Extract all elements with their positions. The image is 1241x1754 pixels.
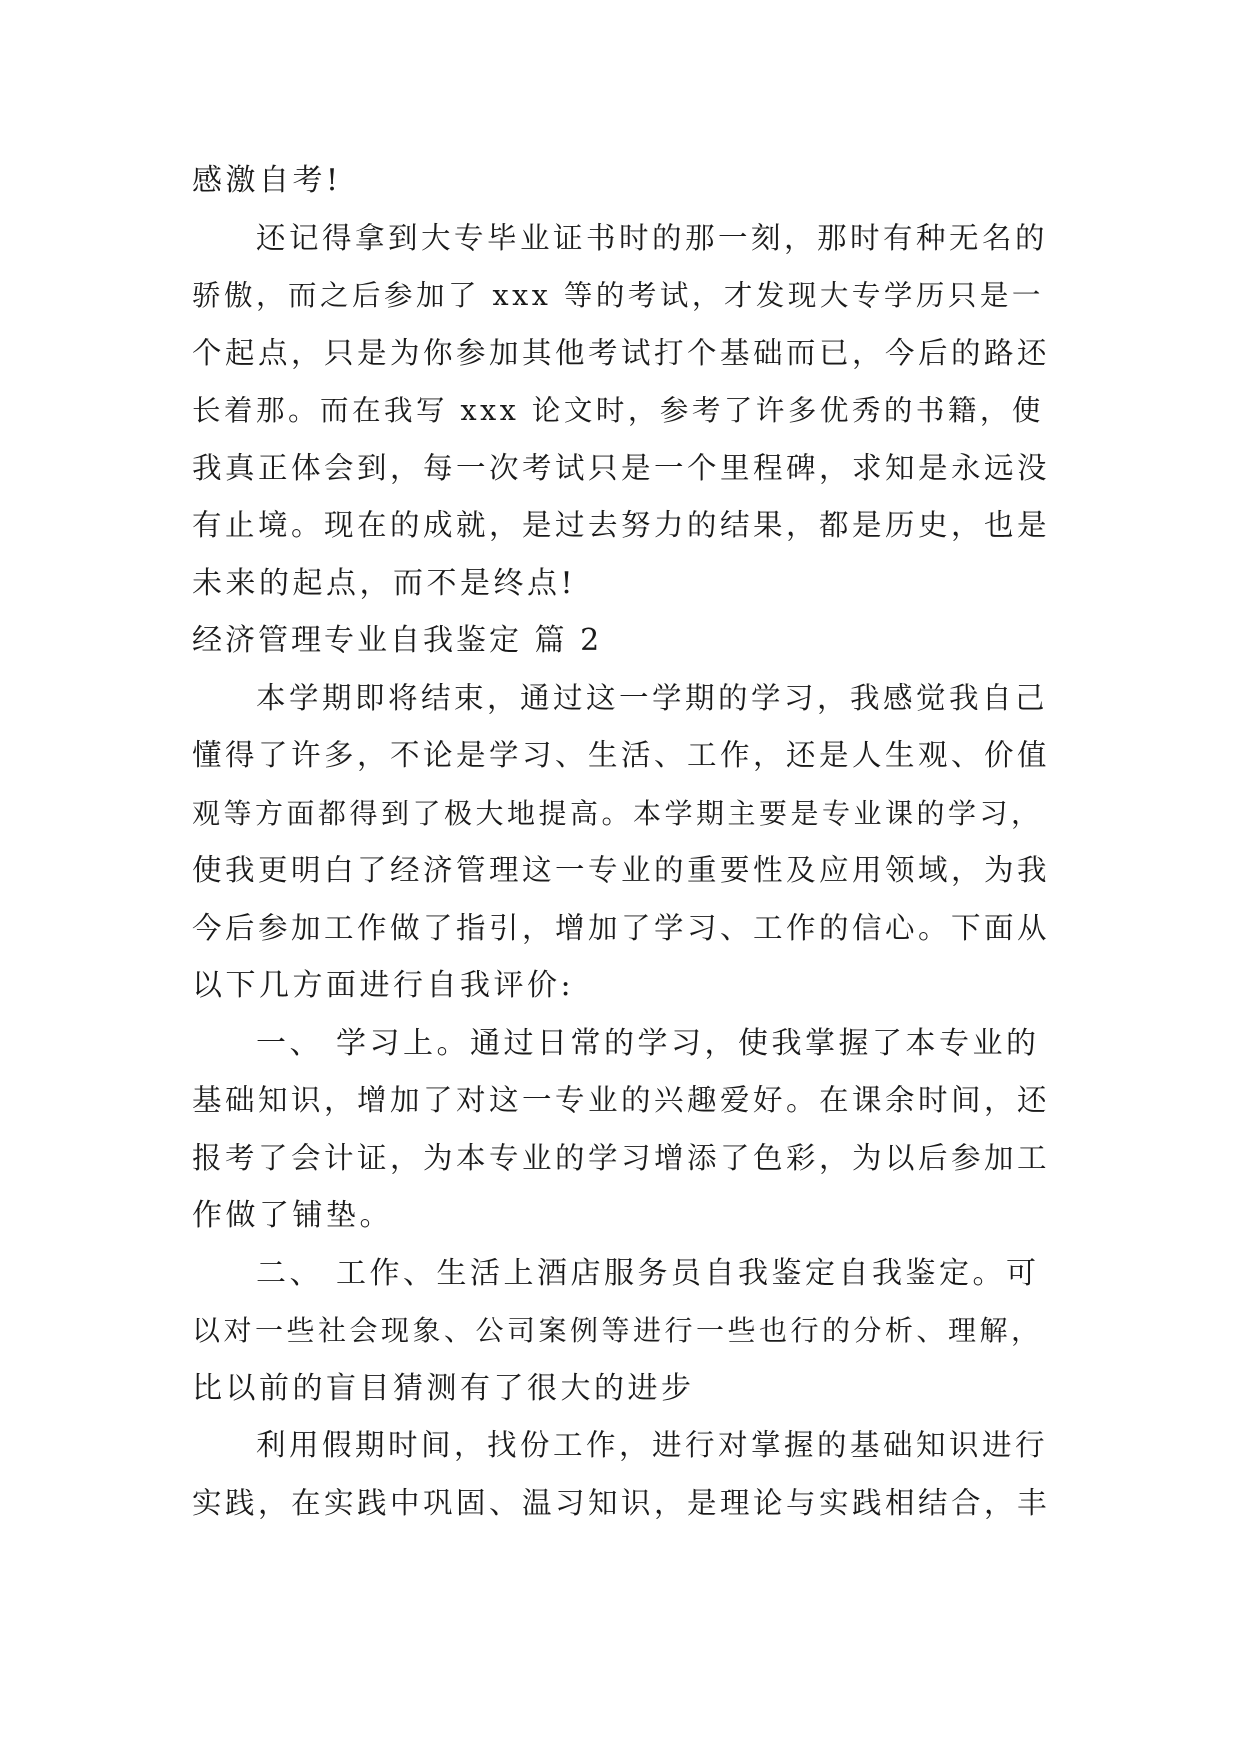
document-page [192, 152, 1050, 1532]
text-line: 感激自考! [192, 163, 342, 198]
text-line: 观等方面都得到了极大地提高。本学期主要是专业课的学习， [192, 796, 1043, 830]
text-line: 作做了铺垫。 [192, 1198, 393, 1233]
text-line: 个起点，只是为你参加其他考试打个基础而已，今后的路还 [192, 335, 1051, 370]
text-line: 有止境。现在的成就，是过去努力的结果，都是历史，也是 [192, 508, 1051, 542]
text-line: 比以前的盲目猜测有了很大的进步 [192, 1370, 695, 1406]
document-body [192, 152, 1050, 1532]
text-line: 使我更明白了经济管理这一专业的重要性及应用领域，为我 [192, 853, 1051, 887]
text-line: 今后参加工作做了指引，增加了学习、工作的信心。下面从 [192, 910, 1051, 945]
text-line: 未来的起点，而不是终点! [192, 565, 577, 601]
text-line: 长着那。而在我写 xxx 论文时，参考了许多优秀的书籍，使 [192, 394, 1044, 427]
text-line: 我真正体会到，每一次考试只是一个里程碑，求知是永远没 [192, 450, 1051, 485]
text-line: 利用假期时间，找份工作，进行对掌握的基础知识进行 [256, 1428, 1049, 1462]
text-line: 以对一些社会现象、公司案例等进行一些也行的分析、理解， [192, 1314, 1043, 1347]
section-heading: 经济管理专业自我鉴定 篇 2 [192, 623, 603, 658]
text-line: 基础知识，增加了对这一专业的兴趣爱好。在课余时间，还 [192, 1083, 1051, 1117]
text-line: 以下几方面进行自我评价: [192, 968, 575, 1003]
text-line: 二、 工作、生活上酒店服务员自我鉴定自我鉴定。可 [256, 1255, 1040, 1291]
text-line: 报考了会计证，为本专业的学习增添了色彩，为以后参加工 [192, 1140, 1051, 1175]
text-line: 实践，在实践中巩固、温习知识，是理论与实践相结合，丰 [192, 1485, 1051, 1520]
text-line: 本学期即将结束，通过这一学期的学习，我感觉我自己 [256, 680, 1049, 715]
text-line: 还记得拿到大专毕业证书时的那一刻，那时有种无名的 [256, 220, 1049, 255]
text-line: 骄傲，而之后参加了 xxx 等的考试，才发现大专学历只是一 [192, 279, 1044, 312]
text-line: 懂得了许多，不论是学习、生活、工作，还是人生观、价值 [192, 738, 1051, 772]
text-line: 一、 学习上。通过日常的学习，使我掌握了本专业的 [256, 1025, 1040, 1061]
